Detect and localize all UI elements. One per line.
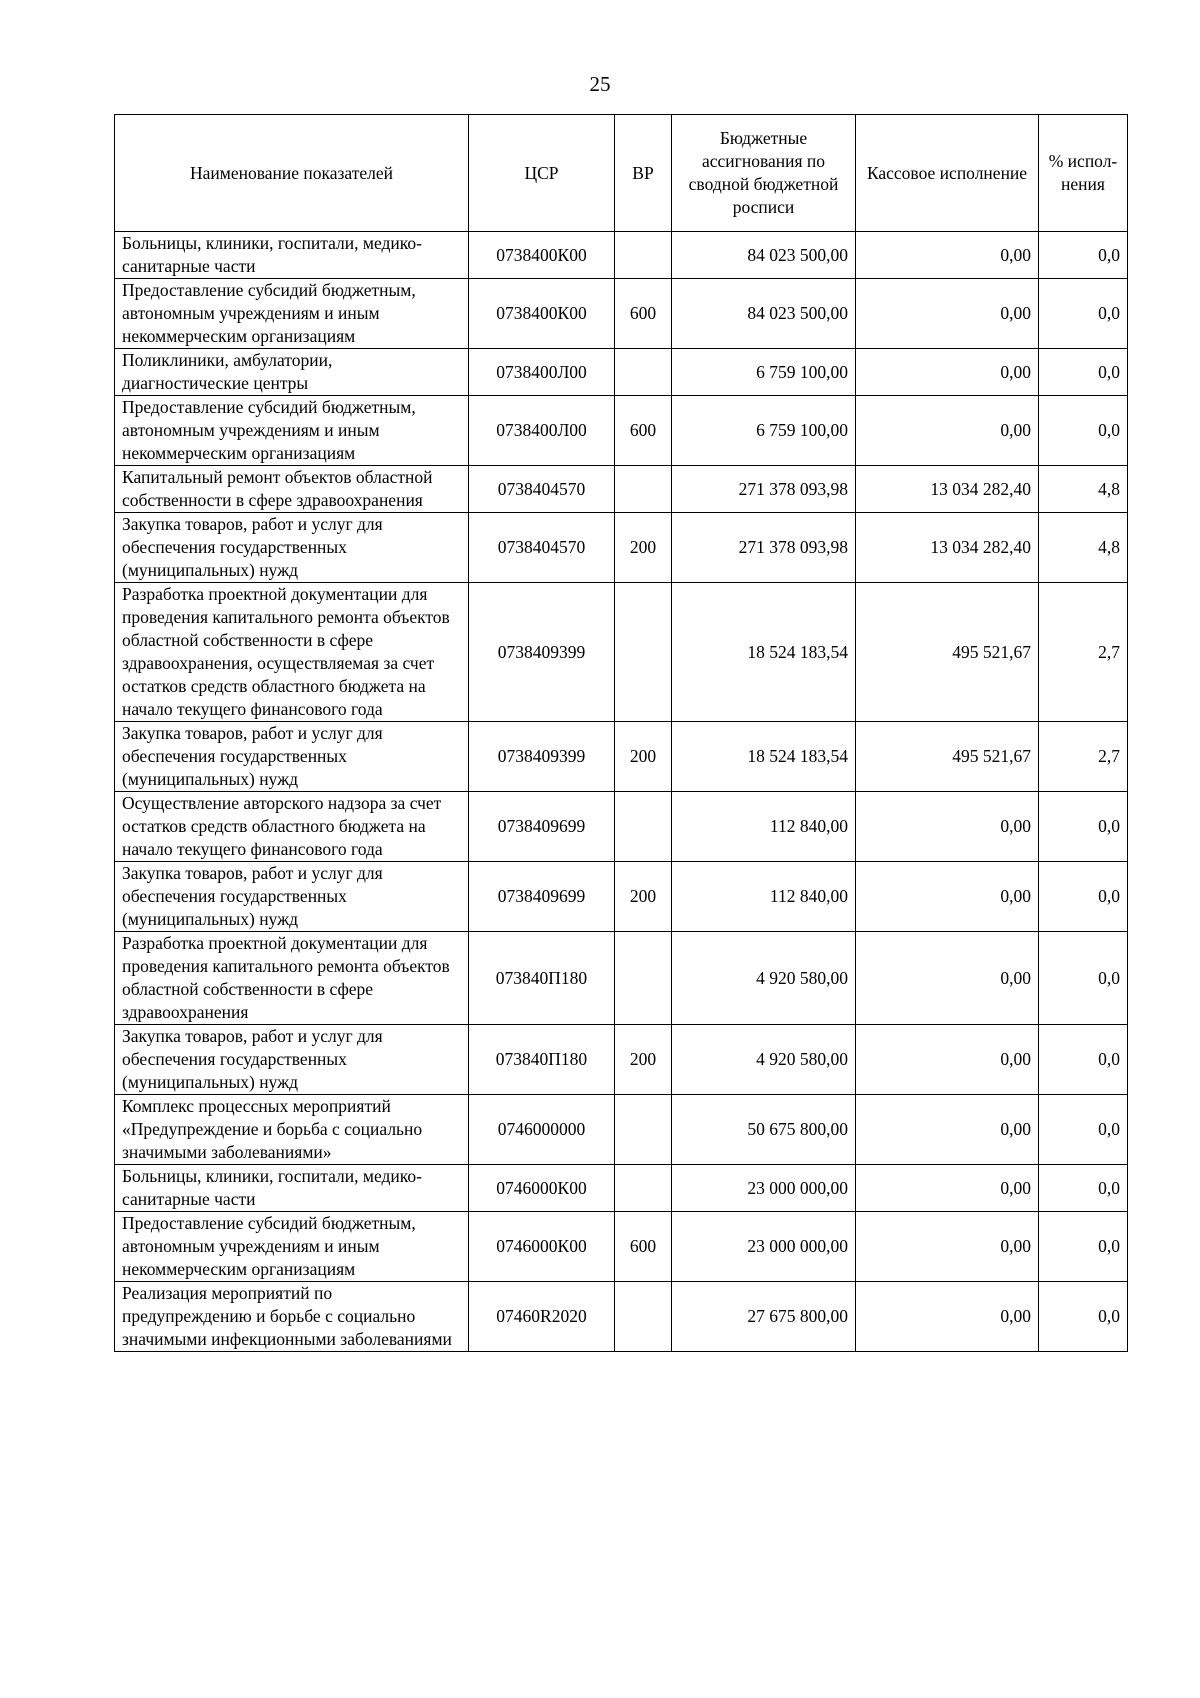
cell-name: Предоставление субсидий бюджетным, автономным учреждениям и иным некоммерческим организациям	[115, 396, 469, 466]
table-row	[115, 1165, 1128, 1212]
cell-percent: 0,0	[1039, 279, 1128, 349]
cell-vr	[615, 232, 672, 279]
cell-vr: 600	[615, 396, 672, 466]
cell-percent: 0,0	[1039, 232, 1128, 279]
table-row	[115, 513, 1128, 583]
cell-name: Реализация мероприятий по предупреждению и борьбе с социально значимыми инфекционными заболеваниями	[115, 1282, 469, 1352]
cell-budget: 84 023 500,00	[672, 232, 856, 279]
cell-budget: 271 378 093,98	[672, 466, 856, 513]
cell-percent: 2,7	[1039, 722, 1128, 792]
table-row	[115, 279, 1128, 349]
table-row	[115, 583, 1128, 722]
table-row	[115, 1212, 1128, 1282]
cell-percent: 0,0	[1039, 1212, 1128, 1282]
header-percent: % испол-нения	[1039, 115, 1128, 232]
cell-cash: 13 034 282,40	[856, 513, 1039, 583]
cell-name: Закупка товаров, работ и услуг для обеспечения государственных (муниципальных) нужд	[115, 513, 469, 583]
table-row	[115, 792, 1128, 862]
cell-budget: 18 524 183,54	[672, 722, 856, 792]
budget-execution-table	[114, 114, 1128, 1352]
cell-budget: 4 920 580,00	[672, 932, 856, 1025]
cell-budget: 6 759 100,00	[672, 396, 856, 466]
cell-name: Капитальный ремонт объектов областной собственности в сфере здравоохранения	[115, 466, 469, 513]
cell-percent: 0,0	[1039, 792, 1128, 862]
cell-cash: 0,00	[856, 1165, 1039, 1212]
cell-csr: 0738409699	[469, 792, 615, 862]
cell-csr: 0738400Л00	[469, 349, 615, 396]
cell-cash: 0,00	[856, 792, 1039, 862]
cell-budget: 23 000 000,00	[672, 1165, 856, 1212]
cell-percent: 0,0	[1039, 1282, 1128, 1352]
cell-vr	[615, 1282, 672, 1352]
cell-csr: 0738400К00	[469, 279, 615, 349]
header-cash: Кассовое исполнение	[856, 115, 1039, 232]
cell-vr	[615, 792, 672, 862]
table-row	[115, 466, 1128, 513]
cell-budget: 112 840,00	[672, 792, 856, 862]
cell-csr: 0738409399	[469, 722, 615, 792]
cell-budget: 271 378 093,98	[672, 513, 856, 583]
table-row	[115, 722, 1128, 792]
cell-vr	[615, 583, 672, 722]
table-row	[115, 232, 1128, 279]
cell-budget: 4 920 580,00	[672, 1025, 856, 1095]
header-budget: Бюджетные ассигнования по сводной бюджетной росписи	[672, 115, 856, 232]
cell-cash: 0,00	[856, 349, 1039, 396]
cell-csr: 0738400Л00	[469, 396, 615, 466]
cell-vr	[615, 1095, 672, 1165]
cell-csr: 0738404570	[469, 466, 615, 513]
cell-vr: 200	[615, 1025, 672, 1095]
table-row	[115, 1095, 1128, 1165]
cell-csr: 073840П180	[469, 1025, 615, 1095]
cell-cash: 13 034 282,40	[856, 466, 1039, 513]
cell-name: Осуществление авторского надзора за счет остатков средств областного бюджета на начало текущего финансового года	[115, 792, 469, 862]
table-row	[115, 932, 1128, 1025]
cell-vr: 200	[615, 722, 672, 792]
cell-csr: 0738409399	[469, 583, 615, 722]
cell-cash: 0,00	[856, 1025, 1039, 1095]
cell-budget: 27 675 800,00	[672, 1282, 856, 1352]
cell-name: Разработка проектной документации для проведения капитального ремонта объектов областной собственности в сфере здравоохранения	[115, 932, 469, 1025]
cell-name: Больницы, клиники, госпитали, медико-санитарные части	[115, 1165, 469, 1212]
cell-cash: 0,00	[856, 1212, 1039, 1282]
cell-name: Предоставление субсидий бюджетным, автономным учреждениям и иным некоммерческим организациям	[115, 279, 469, 349]
cell-percent: 0,0	[1039, 862, 1128, 932]
cell-vr: 200	[615, 862, 672, 932]
header-vr: ВР	[615, 115, 672, 232]
cell-csr: 0738404570	[469, 513, 615, 583]
cell-percent: 0,0	[1039, 1025, 1128, 1095]
cell-name: Комплекс процессных мероприятий «Предупреждение и борьба с социально значимыми заболеваниями»	[115, 1095, 469, 1165]
cell-vr: 600	[615, 279, 672, 349]
cell-csr: 0746000К00	[469, 1165, 615, 1212]
cell-cash: 0,00	[856, 396, 1039, 466]
table-row	[115, 349, 1128, 396]
cell-percent: 0,0	[1039, 1095, 1128, 1165]
cell-budget: 18 524 183,54	[672, 583, 856, 722]
cell-vr: 200	[615, 513, 672, 583]
cell-vr	[615, 466, 672, 513]
cell-vr	[615, 932, 672, 1025]
cell-csr: 07460R2020	[469, 1282, 615, 1352]
cell-cash: 0,00	[856, 279, 1039, 349]
cell-csr: 0746000000	[469, 1095, 615, 1165]
cell-budget: 84 023 500,00	[672, 279, 856, 349]
cell-name: Больницы, клиники, госпитали, медико-санитарные части	[115, 232, 469, 279]
table-row	[115, 1282, 1128, 1352]
cell-cash: 0,00	[856, 1095, 1039, 1165]
cell-percent: 0,0	[1039, 1165, 1128, 1212]
cell-csr: 073840П180	[469, 932, 615, 1025]
cell-name: Закупка товаров, работ и услуг для обеспечения государственных (муниципальных) нужд	[115, 1025, 469, 1095]
table-row	[115, 396, 1128, 466]
cell-budget: 23 000 000,00	[672, 1212, 856, 1282]
header-csr: ЦСР	[469, 115, 615, 232]
table-header-row	[115, 115, 1128, 232]
cell-cash: 0,00	[856, 862, 1039, 932]
cell-percent: 0,0	[1039, 349, 1128, 396]
cell-csr: 0746000К00	[469, 1212, 615, 1282]
header-name: Наименование показателей	[115, 115, 469, 232]
cell-vr: 600	[615, 1212, 672, 1282]
cell-percent: 2,7	[1039, 583, 1128, 722]
cell-budget: 112 840,00	[672, 862, 856, 932]
cell-budget: 50 675 800,00	[672, 1095, 856, 1165]
cell-cash: 495 521,67	[856, 583, 1039, 722]
cell-csr: 0738400К00	[469, 232, 615, 279]
page-number: 25	[589, 72, 611, 96]
cell-csr: 0738409699	[469, 862, 615, 932]
cell-name: Предоставление субсидий бюджетным, автономным учреждениям и иным некоммерческим организациям	[115, 1212, 469, 1282]
cell-name: Разработка проектной документации для проведения капитального ремонта объектов областной собственности в сфере здравоохранения, осуществляемая за счет остатков средств областного бюджета на начало текущего финансового года	[115, 583, 469, 722]
cell-name: Закупка товаров, работ и услуг для обеспечения государственных (муниципальных) нужд	[115, 722, 469, 792]
table-row	[115, 862, 1128, 932]
cell-cash: 0,00	[856, 1282, 1039, 1352]
cell-vr	[615, 1165, 672, 1212]
cell-percent: 4,8	[1039, 513, 1128, 583]
cell-vr	[615, 349, 672, 396]
cell-percent: 0,0	[1039, 932, 1128, 1025]
cell-percent: 0,0	[1039, 396, 1128, 466]
cell-name: Закупка товаров, работ и услуг для обеспечения государственных (муниципальных) нужд	[115, 862, 469, 932]
cell-percent: 4,8	[1039, 466, 1128, 513]
cell-cash: 0,00	[856, 932, 1039, 1025]
table-row	[115, 1025, 1128, 1095]
cell-cash: 495 521,67	[856, 722, 1039, 792]
cell-budget: 6 759 100,00	[672, 349, 856, 396]
cell-cash: 0,00	[856, 232, 1039, 279]
table-body	[115, 232, 1128, 1352]
cell-name: Поликлиники, амбулатории, диагностические центры	[115, 349, 469, 396]
